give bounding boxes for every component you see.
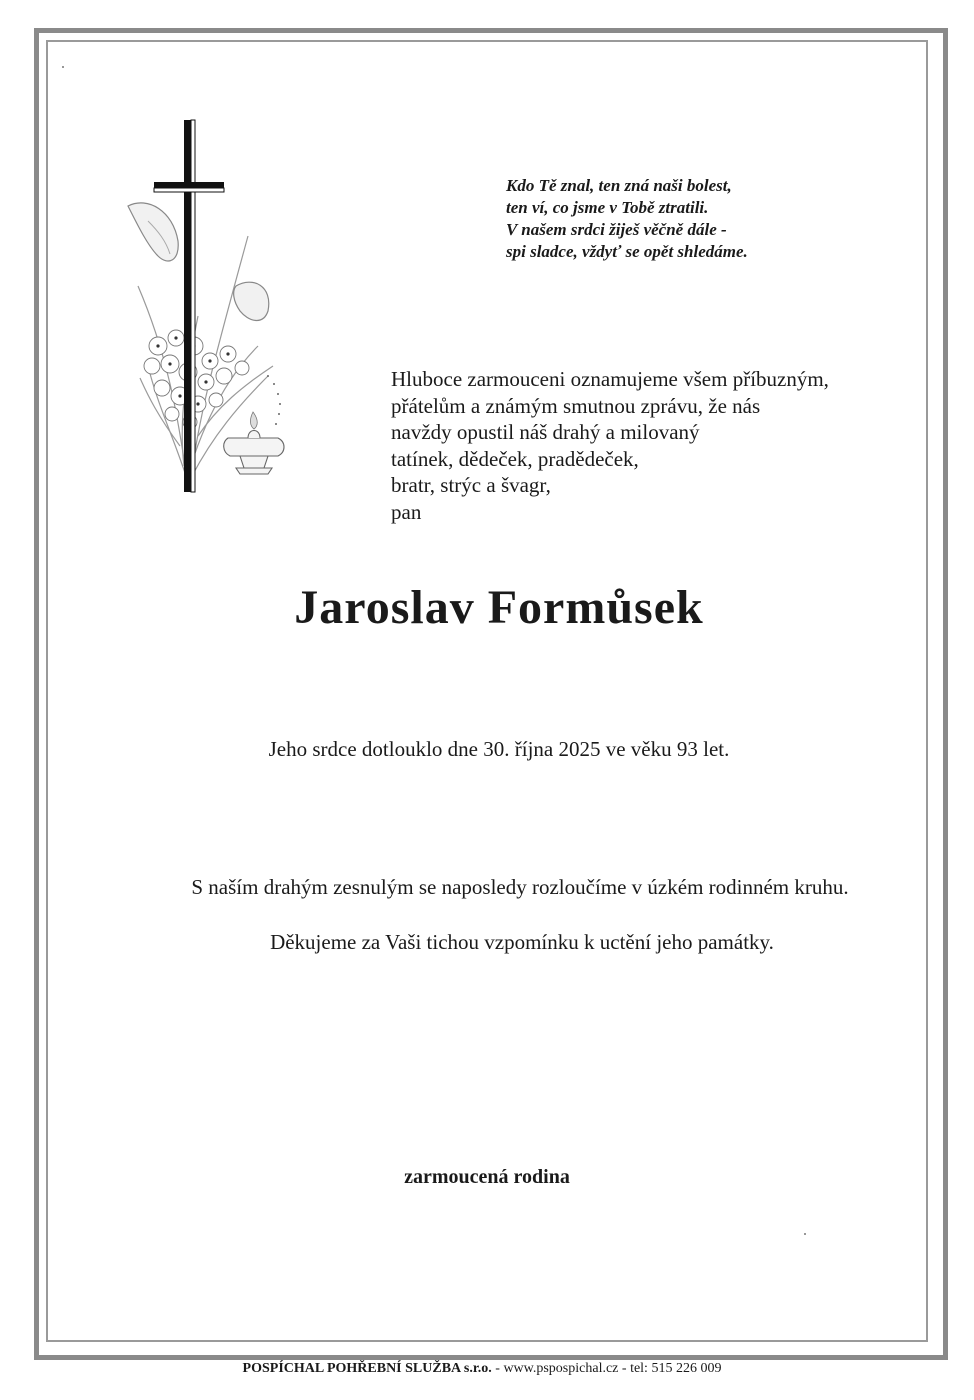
verse-line: V našem srdci žiješ věčně dále - [506,220,727,239]
verse-line: spi sladce, vždyť se opět shledáme. [506,242,748,261]
footer-website: www.pspospichal.cz [503,1361,619,1376]
scan-speck [62,66,64,68]
farewell-notice: S naším drahým zesnulým se naposledy rozloučíme v úzkém rodinném kruhu. [191,875,849,899]
announcement-line: tatínek, dědeček, pradědeček, [391,446,639,471]
memorial-verse [506,175,886,263]
announcement-line: Hluboce zarmouceni oznamujeme všem příbuzným, [391,367,829,391]
death-announcement [391,366,911,525]
family-signature: zarmoucená rodina [404,1166,570,1188]
announcement-line: pan [391,499,422,524]
cross-icon [154,120,224,492]
cross-with-lilies-and-oil-lamp-icon [118,116,298,500]
thanks-note: Děkujeme za Vaši tichou vzpomínku k uctění jeho památky. [270,930,774,954]
announcement-line: navždy opustil náš drahý a milovaný [391,420,700,444]
funeral-service-footer [0,1361,964,1377]
footer-separator: - [491,1361,504,1376]
footer-phone: tel: 515 226 009 [630,1361,722,1376]
verse-line: Kdo Tě znal, ten zná naši bolest, [506,176,732,195]
announcement-line: přátelům a známým smutnou zprávu, že nás [391,393,761,418]
footer-separator: - [618,1361,631,1376]
announcement-line: bratr, strýc a švagr, [391,473,551,497]
footer-company: POSPÍCHAL POHŘEBNÍ SLUŽBA s.r.o. [242,1361,492,1376]
scan-speck [804,1233,806,1235]
deceased-name: Jaroslav Formůsek [294,581,704,634]
verse-line: ten ví, co jsme v Tobě ztratili. [506,198,709,217]
death-date-and-age: Jeho srdce dotlouklo dne 30. října 2025 ve věku 93 let. [268,737,730,761]
